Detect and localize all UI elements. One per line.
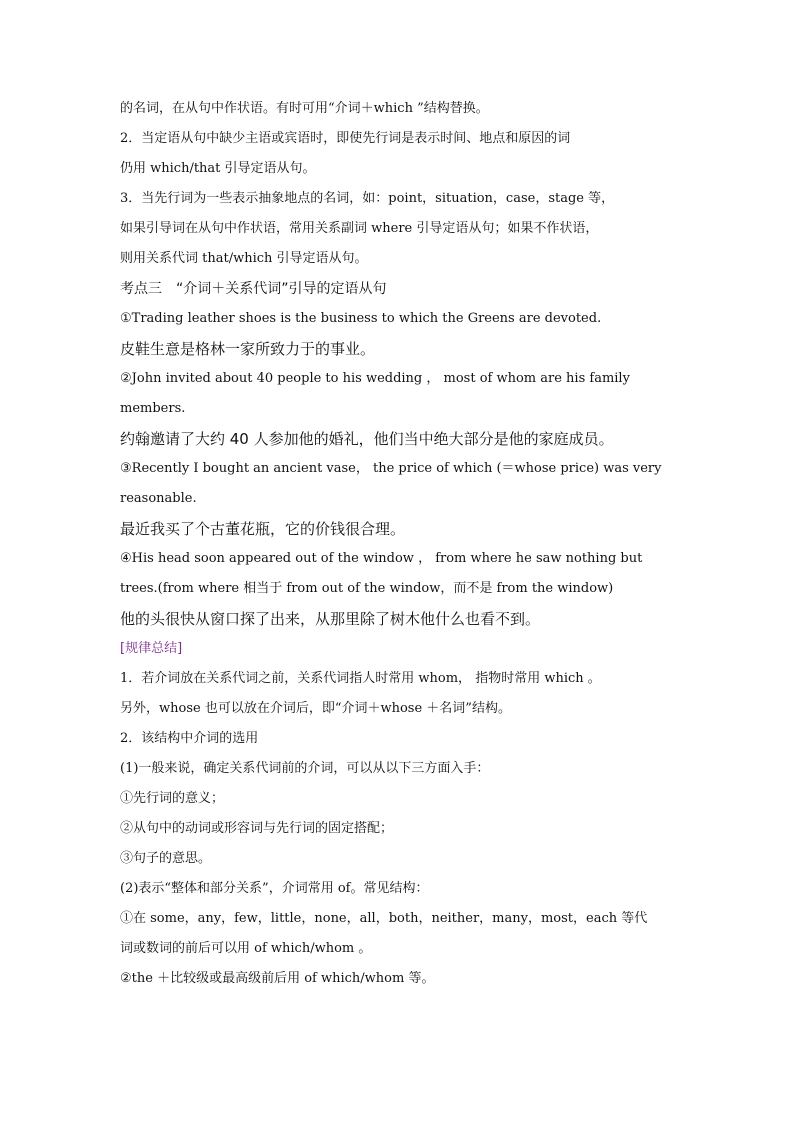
text-line-1: 的名词，在从句中作状语。有时可用“介词＋which ”结构替换。 bbox=[120, 101, 489, 116]
document-page bbox=[120, 94, 676, 994]
summary-line-6: ②从句中的动词或形容词与先行词的固定搭配； bbox=[120, 821, 394, 836]
summary-line-3: 2．该结构中介词的选用 bbox=[120, 731, 259, 746]
summary-line-1: 1．若介词放在关系代词之前，关系代词指人时常用 whom， 指物时常用 which 。 bbox=[120, 671, 601, 686]
text-line-6: 则用关系代词 that/which 引导定语从句。 bbox=[120, 251, 368, 266]
summary-line-8: (2)表示“整体和部分关系”，介词常用 of。常见结构： bbox=[120, 881, 429, 896]
example-2-english-b: members. bbox=[120, 401, 186, 416]
summary-line-2: 另外，whose 也可以放在介词后，即“介词＋whose ＋名词”结构。 bbox=[120, 701, 511, 716]
section-heading: 考点三 “介词＋关系代词”引导的定语从句 bbox=[120, 281, 387, 297]
example-1-english: ①Trading leather shoes is the business to which the Greens are devoted. bbox=[120, 311, 602, 326]
summary-line-5: ①先行词的意义； bbox=[120, 791, 225, 806]
summary-line-7: ③句子的意思。 bbox=[120, 851, 212, 866]
example-4-chinese: 他的头很快从窗口探了出来，从那里除了树木他什么也看不到。 bbox=[120, 610, 541, 628]
example-1-chinese: 皮鞋生意是格林一家所致力于的事业。 bbox=[120, 340, 376, 358]
summary-line-4: (1)一般来说，确定关系代词前的介词，可以从以下三方面入手： bbox=[120, 761, 490, 776]
text-line-2: 2．当定语从句中缺少主语或宾语时，即使先行词是表示时间、地点和原因的词 bbox=[120, 131, 571, 146]
example-4-english-a: ④His head soon appeared out of the window ， from where he saw nothing but bbox=[120, 551, 643, 566]
text-line-3: 仍用 which/that 引导定语从句。 bbox=[120, 161, 316, 176]
example-2-chinese: 约翰邀请了大约 40 人参加他的婚礼，他们当中绝大部分是他的家庭成员。 bbox=[120, 430, 614, 448]
example-4-english-b: trees.(from where 相当于 from out of the window，而不是 from the window) bbox=[120, 581, 614, 596]
example-3-english-a: ③Recently I bought an ancient vase， the price of which (＝whose price) was very bbox=[120, 461, 662, 476]
example-2-english-a: ②John invited about 40 people to his wedding ， most of whom are his family bbox=[120, 371, 630, 386]
summary-line-9: ①在 some，any，few，little，none，all，both，neither，many，most，each 等代 bbox=[120, 911, 648, 926]
example-3-english-b: reasonable. bbox=[120, 491, 197, 506]
text-line-5: 如果引导词在从句中作状语，常用关系副词 where 引导定语从句；如果不作状语， bbox=[120, 221, 599, 236]
summary-label: [规律总结] bbox=[120, 641, 183, 656]
example-3-chinese: 最近我买了个古董花瓶，它的价钱很合理。 bbox=[120, 520, 406, 538]
text-line-4: 3．当先行词为一些表示抽象地点的名词，如：point，situation，case，stage 等， bbox=[120, 191, 615, 206]
summary-line-10: 词或数词的前后可以用 of which/whom 。 bbox=[120, 941, 372, 956]
summary-line-11: ②the ＋比较级或最高级前后用 of which/whom 等。 bbox=[120, 971, 435, 986]
